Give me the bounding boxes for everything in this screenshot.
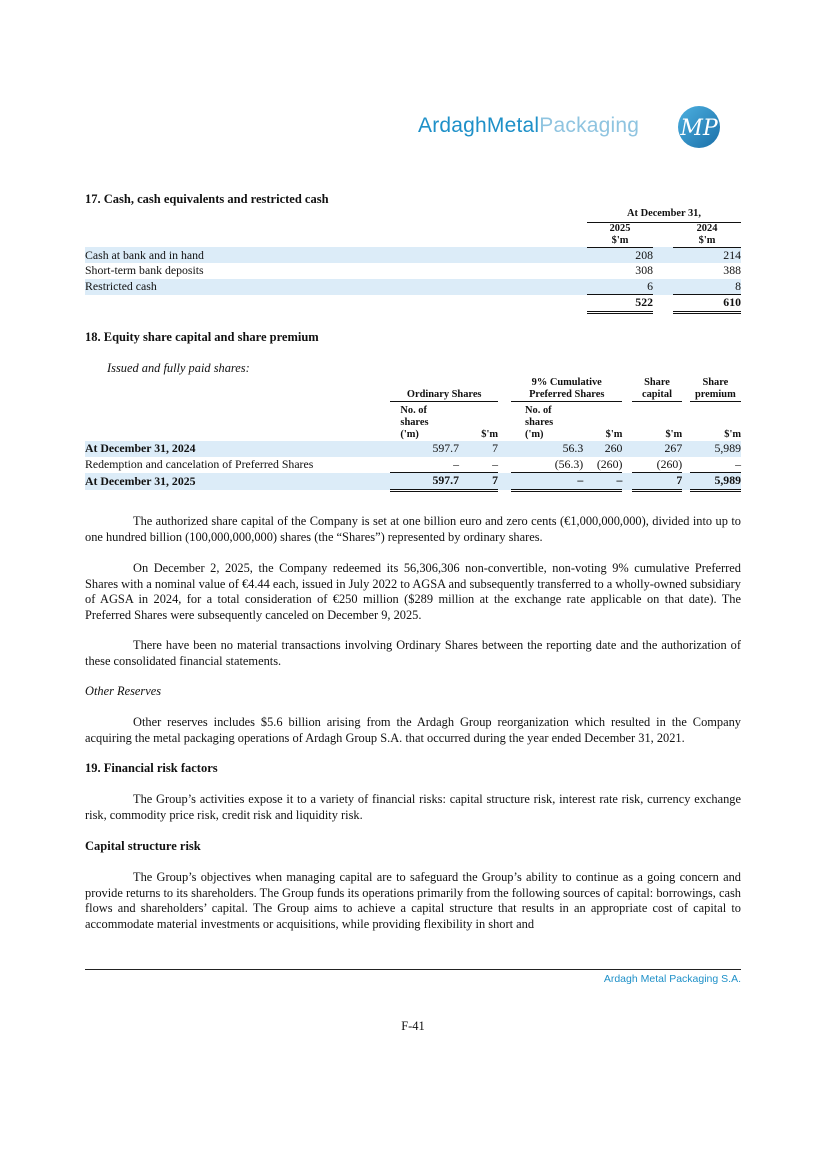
col-pref-no: No. of shares ('m) [525, 405, 554, 440]
note-19-title: 19. Financial risk factors [85, 761, 218, 775]
note-18-title: 18. Equity share capital and share premium [85, 330, 319, 344]
note-17-title: 17. Cash, cash equivalents and restricted cash [85, 192, 329, 206]
group-preferred-shares: 9% Cumulative Preferred Shares [511, 377, 622, 402]
company-logo-icon [676, 104, 722, 150]
col-year-2024: 2024 $'m [673, 222, 741, 247]
period-header: At December 31, [587, 206, 741, 222]
group-ordinary-shares: Ordinary Shares [390, 377, 498, 402]
total-row: At December 31, 2025 597.7 7 – – 7 5,989 [85, 473, 741, 491]
col-ord-no: No. of shares ('m) [400, 405, 429, 440]
table-row: Redemption and cancelation of Preferred Shares – – (56.3) (260) (260) – [85, 456, 741, 471]
cash-table [85, 206, 741, 314]
logo-word-packaging: Packaging [539, 114, 640, 137]
col-ord-usd: $'m [481, 429, 498, 440]
footer-company-name: Ardagh Metal Packaging S.A. [603, 973, 741, 985]
col-cap-usd: $'m [665, 429, 683, 440]
logo-mark-letters: MP [680, 116, 718, 141]
col-year-2025: 2025 $'m [587, 222, 653, 247]
page-number: F-41 [401, 1019, 425, 1033]
capital-structure-title: Capital structure risk [85, 839, 201, 853]
total-row: 522 610 [85, 295, 741, 313]
col-pref-usd: $'m [605, 429, 623, 440]
note-18-subtitle: Issued and fully paid shares: [107, 361, 250, 375]
logo-word-metal: Metal [486, 114, 540, 137]
company-logo-text [418, 114, 639, 138]
share-capital-paragraph-3: There have been no material transactions involving Ordinary Shares between the reporting date and the authorization of these consolidated financial statements. [85, 638, 741, 668]
table-row: At December 31, 2024 597.7 7 56.3 260 267 5,989 [85, 441, 741, 456]
footer-divider [85, 969, 741, 970]
col-prem-usd: $'m [724, 429, 741, 440]
share-capital-paragraph-2: On December 2, 2025, the Company redeemed its 56,306,306 non-convertible, non-voting 9% cumulative Preferred Shares with a nominal value of €4.44 each, issued in July 2022 to AGSA and subsequently transferred to a wholly-owned subsidiary of AGSA in 2024, for a total consideration of €250 million ($289 million at the exchange rate applicable on that date). The Preferred Shares were subsequently canceled on December 9, 2025. [85, 561, 741, 622]
other-reserves-paragraph: Other reserves includes $5.6 billion arising from the Ardagh Group reorganization which resulted in the Company acquiring the metal packaging operations of Ardagh Group S.A. that occurred during the year ended December 31, 2021. [85, 715, 741, 745]
capital-structure-paragraph: The Group’s objectives when managing capital are to safeguard the Group’s ability to continue as a going concern and provide returns to its shareholders. The Group funds its operations primarily from the following sources of capital: borrowings, cash flows and shareholders’ capital. The Group aims to achieve a capital structure that results in an appropriate cost of capital to accommodate material investments or acquisitions, while providing flexibility in short and [85, 870, 741, 931]
financial-risk-paragraph: The Group’s activities expose it to a variety of financial risks: capital structure risk, interest rate risk, currency exchange risk, commodity price risk, credit risk and liquidity risk. [85, 792, 741, 822]
share-capital-paragraph-1: The authorized share capital of the Company is set at one billion euro and zero cents (€1,000,000,000), divided into up to one hundred billion (100,000,000,000) shares (the “Shares”) represented by ordinary shares. [85, 514, 741, 544]
table-row: Restricted cash 6 8 [85, 278, 741, 293]
table-row: Cash at bank and in hand 208 214 [85, 247, 741, 262]
group-share-capital: Share capital [632, 377, 683, 402]
group-share-premium: Share premium [690, 377, 741, 402]
equity-table [85, 377, 741, 492]
other-reserves-title: Other Reserves [85, 684, 162, 698]
table-row: Short-term bank deposits 308 388 [85, 263, 741, 278]
logo-word-ardagh: Ardagh [418, 114, 487, 137]
